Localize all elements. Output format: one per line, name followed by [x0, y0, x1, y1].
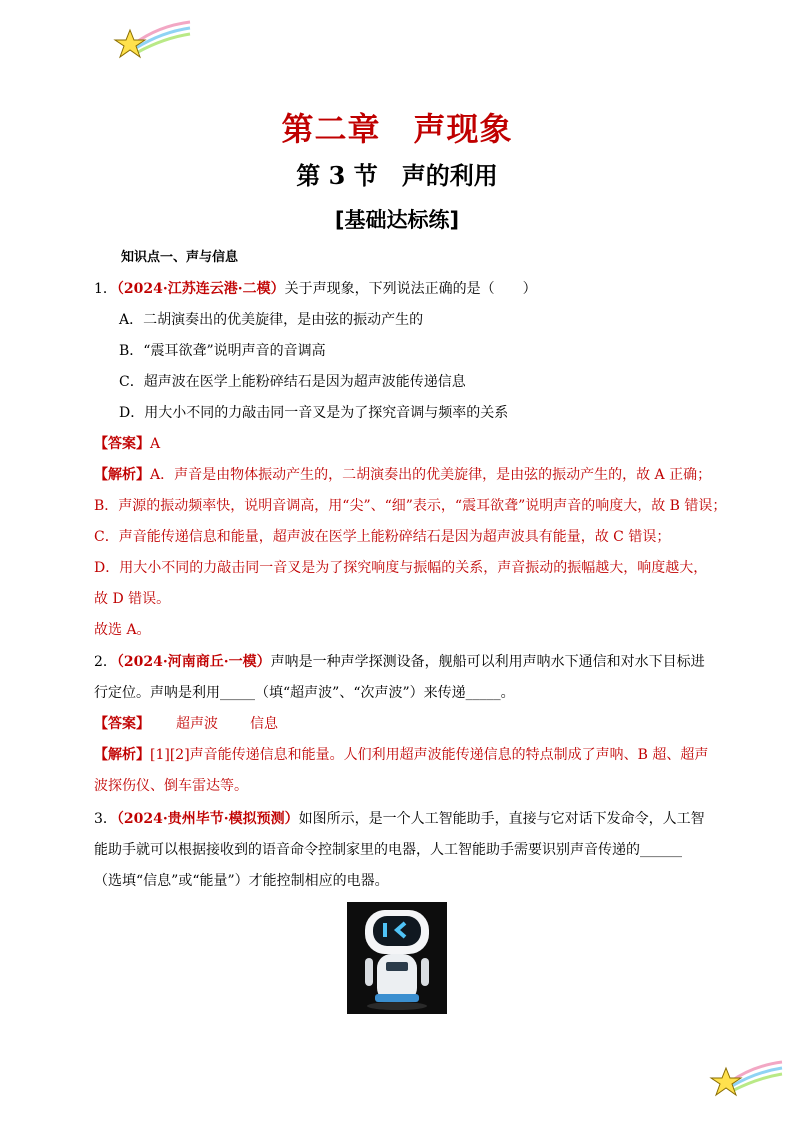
answer-1 — [94, 434, 160, 454]
analysis-text: A．声音是由物体振动产生的，二胡演奏出的优美旋律，是由弦的振动产生的，故 A 正确； — [150, 467, 712, 483]
question-number: 3． — [94, 811, 117, 827]
option-d: D．用大小不同的力敲击同一音叉是为了探究音调与频率的关系 — [119, 405, 509, 421]
analysis-text: [1][2]声音能传递信息和能量。人们利用超声波能传递信息的特点制成了声呐、B 超、超声 — [150, 747, 709, 763]
answer-2 — [94, 714, 278, 734]
analysis-label: 【解析】 — [94, 747, 150, 763]
analysis-2-line: 波探伤仪、倒车雷达等。 — [94, 778, 248, 794]
answer-value-2: 信息 — [250, 716, 278, 732]
question-3-stem — [94, 809, 705, 829]
analysis-1-line: 故 D 错误。 — [94, 591, 171, 607]
analysis-1-line: D．用大小不同的力敲击同一音叉是为了探究响度与振幅的关系，声音振动的振幅越大，响度越大， — [94, 560, 708, 576]
knowledge-point-title: 知识点一、声与信息 — [121, 250, 239, 265]
answer-value: A — [150, 436, 161, 452]
option-a: A．二胡演奏出的优美旋律，是由弦的振动产生的 — [119, 312, 424, 328]
question-text: 关于声现象，下列说法正确的是（ ） — [284, 281, 537, 297]
answer-label: 【答案】 — [94, 436, 150, 452]
question-3-stem-cont: （选填“信息”或“能量”）才能控制相应的电器。 — [94, 873, 389, 889]
analysis-1-line: C．声音能传递信息和能量，超声波在医学上能粉碎结石是因为超声波具有能量，故 C 错误； — [94, 529, 671, 545]
star-decoration-icon-bottom — [708, 1058, 784, 1098]
star-decoration-icon — [112, 20, 192, 60]
question-number: 1． — [94, 281, 117, 297]
question-source: （2024·河南商丘·一模） — [116, 654, 271, 670]
option-b: B．“震耳欲聋”说明声音的音调高 — [119, 343, 326, 359]
option-c: C．超声波在医学上能粉碎结石是因为超声波能传递信息 — [119, 374, 466, 390]
ai-assistant-robot-image — [347, 902, 447, 1014]
question-text: 声呐是一种声学探测设备，舰船可以利用声呐水下通信和对水下目标进 — [270, 654, 705, 670]
question-1-stem — [94, 279, 537, 299]
analysis-1-line: B．声源的振动频率快，说明音调高，用“尖”、“细”表示，“震耳欲聋”说明声音的响度大，故 B 错误； — [94, 498, 727, 514]
section-title: 第 3 节 声的利用 — [296, 161, 498, 190]
analysis-1-line: 故选 A。 — [94, 622, 151, 638]
question-source: （2024·江苏连云港·二模） — [116, 281, 285, 297]
question-source: （2024·贵州毕节·模拟预测） — [116, 811, 299, 827]
question-2-stem-cont: 行定位。声呐是利用_____（填“超声波”、“次声波”）来传递_____。 — [94, 685, 515, 701]
question-3-stem-cont: 能助手就可以根据接收到的语音命令控制家里的电器，人工智能助手需要识别声音传递的______ — [94, 842, 682, 858]
analysis-2-line — [94, 745, 708, 765]
answer-value-1: 超声波 — [176, 716, 218, 732]
answer-label: 【答案】 — [94, 716, 150, 732]
question-text: 如图所示，是一个人工智能助手，直接与它对话下发命令，人工智 — [298, 811, 705, 827]
question-2-stem — [94, 652, 705, 672]
practice-title: [基础达标练] — [334, 208, 460, 232]
analysis-label: 【解析】 — [94, 467, 150, 483]
chapter-title: 第二章 声现象 — [281, 110, 513, 148]
question-number: 2． — [94, 654, 117, 670]
analysis-1-line — [94, 465, 711, 485]
